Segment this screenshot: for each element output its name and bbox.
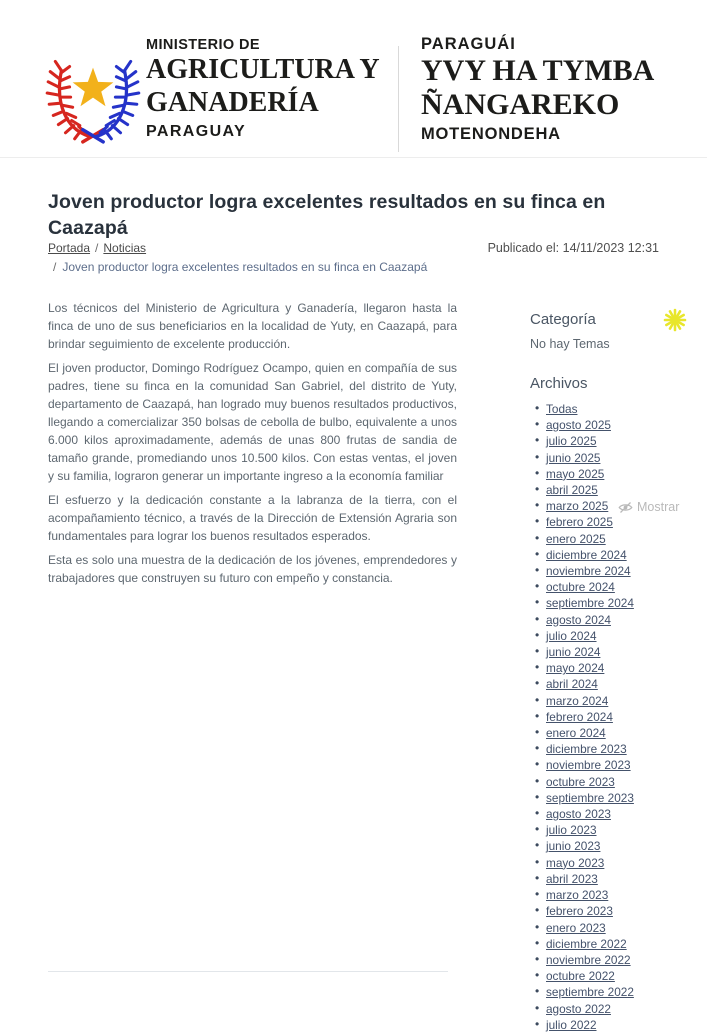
archive-link[interactable]: octubre 2022 xyxy=(546,969,615,984)
archive-list-item xyxy=(546,417,708,433)
archive-list-item xyxy=(546,903,708,919)
archive-list-item xyxy=(546,920,708,936)
archive-list-item xyxy=(546,1017,708,1033)
archive-link[interactable]: agosto 2024 xyxy=(546,612,611,627)
ministry-line-serif-1: AGRICULTURA Y xyxy=(146,54,380,85)
archive-list-item xyxy=(546,693,708,709)
archive-list-item xyxy=(546,984,708,1000)
ministry-line-small-bottom: PARAGUAY xyxy=(146,123,247,140)
archive-list-item xyxy=(546,968,708,984)
archive-link[interactable]: julio 2022 xyxy=(546,1017,597,1032)
archive-link[interactable]: noviembre 2024 xyxy=(546,564,631,579)
archive-link[interactable]: mayo 2023 xyxy=(546,855,605,870)
article-paragraph: Esta es solo una muestra de la dedicación de los jóvenes, emprendedores y trabajadores que construyen su futuro con empeño y constancia. xyxy=(48,553,457,585)
archives-list xyxy=(530,401,708,1033)
archive-link[interactable]: junio 2025 xyxy=(546,450,601,465)
archive-link[interactable]: abril 2024 xyxy=(546,677,598,692)
archive-link[interactable]: agosto 2022 xyxy=(546,1001,611,1016)
paraguay-wreath-star-icon xyxy=(47,36,139,153)
archive-link[interactable]: septiembre 2023 xyxy=(546,790,634,805)
archive-link[interactable]: enero 2025 xyxy=(546,531,606,546)
article-body xyxy=(48,299,457,593)
archive-link[interactable]: julio 2023 xyxy=(546,823,597,838)
ministry-wordmark xyxy=(146,37,380,141)
archive-link[interactable]: abril 2023 xyxy=(546,871,598,886)
published-date: Publicado el: 14/11/2023 12:31 xyxy=(487,241,659,255)
archive-link[interactable]: diciembre 2022 xyxy=(546,936,627,951)
archive-link[interactable]: enero 2023 xyxy=(546,920,606,935)
archive-link[interactable]: marzo 2023 xyxy=(546,888,609,903)
archive-list-item xyxy=(546,628,708,644)
archive-link[interactable]: agosto 2023 xyxy=(546,807,611,822)
archive-list-item xyxy=(546,709,708,725)
archive-list-item xyxy=(546,952,708,968)
eye-off-icon xyxy=(618,501,633,514)
archive-list-item xyxy=(546,822,708,838)
show-hidden-control[interactable] xyxy=(614,499,683,515)
star-shape xyxy=(73,68,114,107)
archive-list-item xyxy=(546,514,708,530)
meta-row xyxy=(48,241,659,255)
archive-list-item xyxy=(546,725,708,741)
archive-list-item xyxy=(546,936,708,952)
archive-list-item xyxy=(546,676,708,692)
show-label: Mostrar xyxy=(637,500,680,514)
archive-link[interactable]: diciembre 2023 xyxy=(546,742,627,757)
breadcrumb xyxy=(48,241,146,255)
archive-link[interactable]: mayo 2024 xyxy=(546,661,605,676)
archive-list-item xyxy=(546,531,708,547)
archive-list-item xyxy=(546,579,708,595)
archive-list-item xyxy=(546,433,708,449)
guarani-line-serif-1: YVY HA TYMBA xyxy=(421,54,655,87)
archive-link[interactable]: septiembre 2024 xyxy=(546,596,634,611)
site-header xyxy=(0,0,707,158)
article-bottom-divider xyxy=(48,971,448,972)
yellow-asterisk-icon xyxy=(663,308,687,332)
archive-list-item xyxy=(546,855,708,871)
archive-link[interactable]: diciembre 2024 xyxy=(546,547,627,562)
ministry-line-serif-2: GANADERÍA xyxy=(146,87,319,118)
article-paragraph: El joven productor, Domingo Rodríguez Ocampo, quien en compañía de sus padres, tiene su finca en la comunidad San Gabriel, del distrito de Yuty, departamento de Caazapá, han logrado muy buenos resultados productivos, llegando a comercializar 350 bolsas de cebolla de bulbo, equivalente a unos 6.000 kilos aproximadamente, además de unas 800 frutas de sandia de tamaño grande, promediando unos 10.500 kilos. Con estas ventas, el joven y su familia, lograron generar un importante ingreso a la economía familiar xyxy=(48,361,457,483)
archive-list-item xyxy=(546,644,708,660)
breadcrumb-current: Joven productor logra excelentes resultados en su finca en Caazapá xyxy=(62,260,428,274)
archive-list-item xyxy=(546,1001,708,1017)
archive-link[interactable]: Todas xyxy=(546,402,578,416)
archive-list-item xyxy=(546,741,708,757)
archive-link[interactable]: julio 2024 xyxy=(546,628,597,643)
archive-list-item xyxy=(546,790,708,806)
archives-heading: Archivos xyxy=(530,375,588,392)
archive-link[interactable]: julio 2025 xyxy=(546,434,597,449)
header-vertical-divider xyxy=(398,46,399,152)
archive-list-item xyxy=(546,450,708,466)
archive-link[interactable]: junio 2023 xyxy=(546,839,601,854)
sidebar xyxy=(530,311,708,1033)
guarani-line-small-top: PARAGUÁI xyxy=(421,35,516,53)
breadcrumb-current-row xyxy=(53,260,613,274)
archive-list-item xyxy=(546,595,708,611)
archive-link[interactable]: noviembre 2022 xyxy=(546,952,631,967)
ministry-line-small-top: MINISTERIO DE xyxy=(146,37,260,53)
category-heading: Categoría xyxy=(530,311,596,328)
breadcrumb-separator: / xyxy=(53,260,57,274)
archive-list-item xyxy=(546,660,708,676)
archive-link[interactable]: mayo 2025 xyxy=(546,466,605,481)
breadcrumb-portada-link[interactable]: Portada xyxy=(48,241,91,255)
breadcrumb-noticias-link[interactable]: Noticias xyxy=(103,241,147,255)
archive-link[interactable]: febrero 2025 xyxy=(546,515,613,530)
archive-link[interactable]: junio 2024 xyxy=(546,645,601,660)
archive-list-item xyxy=(546,806,708,822)
archive-link[interactable]: octubre 2024 xyxy=(546,580,615,595)
archive-link[interactable]: marzo 2025 xyxy=(546,499,609,514)
archive-list-item xyxy=(546,838,708,854)
article-paragraph: El esfuerzo y la dedicación constante a la labranza de la tierra, con el acompañamiento técnico, a través de la Dirección de Extensión Agraria son fundamentales para lograr los buenos resultados esperados. xyxy=(48,493,457,543)
archive-link[interactable]: enero 2024 xyxy=(546,726,606,741)
archive-list-item xyxy=(546,547,708,563)
breadcrumb-separator: / xyxy=(95,241,99,255)
category-empty-text: No hay Temas xyxy=(530,337,610,351)
archive-link[interactable]: septiembre 2022 xyxy=(546,985,634,1000)
archive-list-item xyxy=(546,612,708,628)
archive-link[interactable]: octubre 2023 xyxy=(546,774,615,789)
archive-link[interactable]: febrero 2024 xyxy=(546,709,613,724)
archive-link[interactable]: marzo 2024 xyxy=(546,693,609,708)
archive-link[interactable]: noviembre 2023 xyxy=(546,758,631,773)
guarani-line-serif-2: ÑANGAREKO xyxy=(421,88,620,121)
archive-link[interactable]: febrero 2023 xyxy=(546,904,613,919)
archive-list-item xyxy=(546,774,708,790)
archive-list-item xyxy=(546,757,708,773)
archive-link[interactable]: agosto 2025 xyxy=(546,418,611,433)
archive-list-item xyxy=(546,887,708,903)
archive-list-item xyxy=(546,871,708,887)
archive-list-item xyxy=(546,466,708,482)
archive-list-item xyxy=(546,563,708,579)
archive-list-item xyxy=(546,401,708,417)
archive-list-item xyxy=(546,482,708,498)
guarani-wordmark xyxy=(421,35,654,144)
archive-link[interactable]: abril 2025 xyxy=(546,483,598,498)
guarani-line-small-bottom: MOTENONDEHA xyxy=(421,125,561,143)
page-title: Joven productor logra excelentes resultados en su finca en Caazapá xyxy=(48,191,606,239)
article-paragraph: Los técnicos del Ministerio de Agricultura y Ganadería, llegaron hasta la finca de uno de sus beneficiarios en la localidad de Yuty, en Caazapá, para brindar seguimiento de excelente producción. xyxy=(48,301,457,351)
